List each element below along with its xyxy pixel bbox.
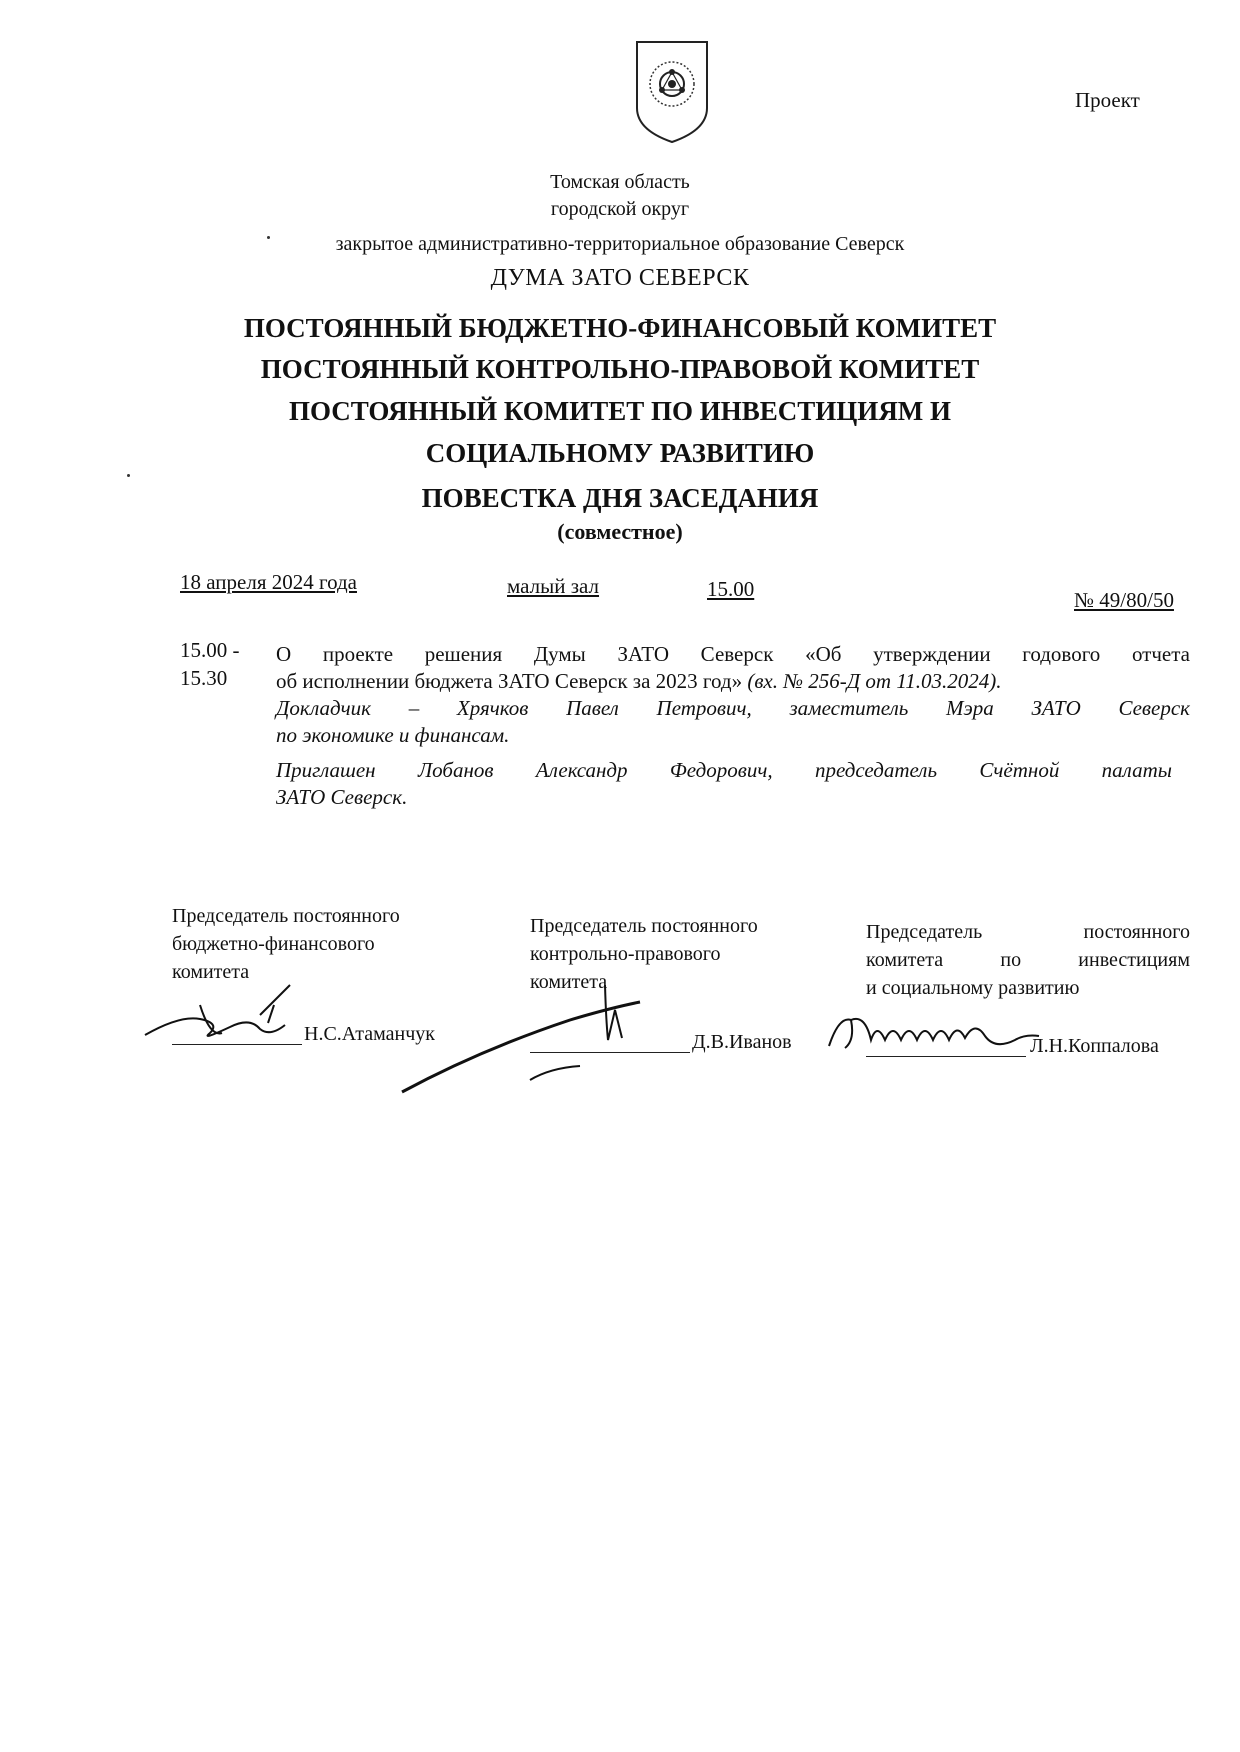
handwritten-signature-2 — [400, 980, 660, 1105]
signature-block-budget — [172, 902, 472, 986]
invited-line2: ЗАТО Северск. — [276, 785, 408, 809]
sig1-title-1: Председатель постоянного — [172, 905, 400, 927]
committee-3-cont: СОЦИАЛЬНОМУ РАЗВИТИЮ — [425, 438, 815, 468]
sig3-title-2: комитета по инвестициям — [866, 949, 1190, 971]
region-line: Томская область — [550, 171, 690, 193]
committee-2: ПОСТОЯННЫЙ КОНТРОЛЬНО-ПРАВОВОЙ КОМИТЕТ — [260, 354, 980, 384]
zato-line: закрытое административно-территориальное образование Северск — [335, 233, 905, 255]
scan-speck — [127, 474, 130, 477]
agenda-text-line1: О проекте решения Думы ЗАТО Северск «Об утверждении годового отчета — [276, 642, 1190, 666]
meeting-place: малый зал — [507, 574, 600, 598]
document-title: ПОВЕСТКА ДНЯ ЗАСЕДАНИЯ — [421, 483, 819, 513]
sig3-title-3: и социальному развитию — [866, 977, 1080, 999]
agenda-text-plain: об исполнении бюджета ЗАТО Северск за 2023 год» — [276, 669, 743, 693]
handwritten-signature-3 — [825, 1010, 1045, 1065]
meeting-date: 18 апреля 2024 года — [180, 570, 357, 594]
meeting-time: 15.00 — [707, 577, 755, 601]
speaker-line2: по экономике и финансам. — [276, 723, 510, 747]
speaker-line1: Докладчик – Хрячков Павел Петрович, заместитель Мэра ЗАТО Северск — [276, 696, 1190, 720]
agenda-time-start: 15.00 - — [180, 638, 240, 662]
coat-of-arms-icon — [633, 38, 711, 146]
committee-1: ПОСТОЯННЫЙ БЮДЖЕТНО-ФИНАНСОВЫЙ КОМИТЕТ — [243, 313, 997, 343]
district-line: городской округ — [550, 198, 690, 220]
sig1-title-3: комитета — [172, 961, 250, 983]
draft-label: Проект — [1075, 88, 1140, 112]
sig1-title-2: бюджетно-финансового — [172, 933, 375, 955]
committee-3: ПОСТОЯННЫЙ КОМИТЕТ ПО ИНВЕСТИЦИЯМ И — [288, 396, 952, 426]
sig2-title-3: комитета — [530, 971, 608, 993]
sig2-title-2: контрольно-правового — [530, 943, 721, 965]
agenda-incoming-ref: (вх. № 256-Д от 11.03.2024). — [742, 669, 1002, 693]
document-subtitle: (совместное) — [557, 519, 683, 544]
sig3-title-1: Председатель постоянного — [866, 921, 1190, 943]
sig2-name: Д.В.Иванов — [692, 1031, 792, 1053]
agenda-time-end: 15.30 — [180, 666, 228, 690]
signature-block-investment — [866, 918, 1190, 1002]
handwritten-signature-1 — [140, 975, 330, 1060]
scan-speck — [267, 236, 270, 239]
duma-title: ДУМА ЗАТО СЕВЕРСК — [490, 265, 750, 291]
agenda-text-line2 — [276, 668, 1190, 695]
meeting-number: № 49/80/50 — [1074, 588, 1174, 612]
sig1-name: Н.С.Атаманчук — [304, 1023, 435, 1045]
invited-line1: Приглашен Лобанов Александр Федорович, председатель Счётной палаты — [276, 758, 1172, 782]
sig2-title-1: Председатель постоянного — [530, 915, 758, 937]
agenda-item — [276, 641, 1190, 811]
sig3-name: Л.Н.Коппалова — [1030, 1035, 1159, 1057]
